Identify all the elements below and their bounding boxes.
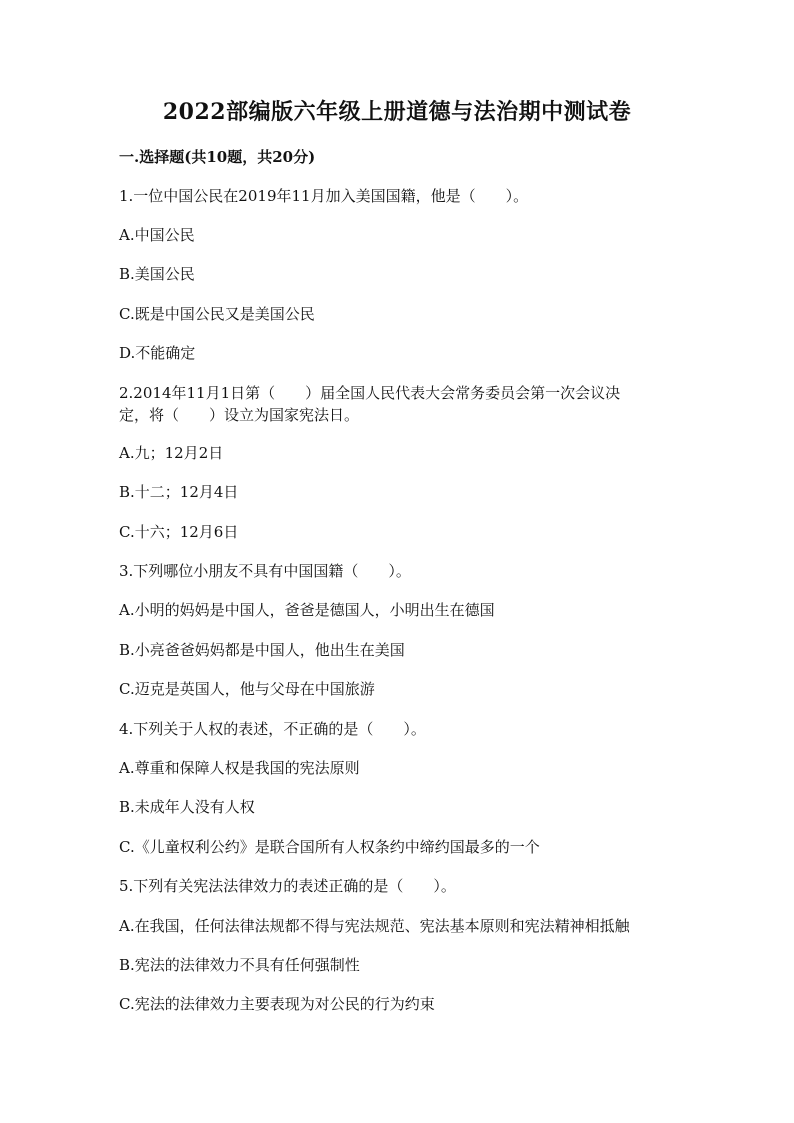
question-3-option-b: B.小亮爸爸妈妈都是中国人，他出生在美国 [119, 641, 405, 659]
question-5-option-b: B.宪法的法律效力不具有任何强制性 [119, 956, 360, 974]
question-2-option-c: C.十六；12月6日 [119, 523, 239, 541]
question-2-stem-line-2: 定，将（ ）设立为国家宪法日。 [119, 406, 360, 424]
question-2-option-b: B.十二；12月4日 [119, 483, 239, 501]
page-title: 2022部编版六年级上册道德与法治期中测试卷 [162, 99, 632, 125]
question-5-stem: 5.下列有关宪法法律效力的表述正确的是（ ）。 [119, 877, 456, 895]
question-4-option-b: B.未成年人没有人权 [119, 798, 255, 816]
section-heading: 一.选择题(共10题，共20分) [119, 148, 316, 166]
question-4-stem: 4.下列关于人权的表述，不正确的是（ ）。 [119, 720, 426, 738]
question-3-option-c: C.迈克是英国人，他与父母在中国旅游 [119, 680, 375, 698]
question-2-stem-line-1: 2.2014年11月1日第（ ）届全国人民代表大会常务委员会第一次会议决 [119, 384, 621, 402]
question-4-option-c: C.《儿童权利公约》是联合国所有人权条约中缔约国最多的一个 [119, 838, 540, 856]
question-1-option-d: D.不能确定 [119, 344, 196, 362]
question-1-option-b: B.美国公民 [119, 265, 195, 283]
question-1-stem: 1.一位中国公民在2019年11月加入美国国籍，他是（ ）。 [119, 187, 529, 205]
question-1-option-a: A.中国公民 [119, 226, 195, 244]
question-4-option-a: A.尊重和保障人权是我国的宪法原则 [119, 759, 360, 777]
question-5-option-a: A.在我国，任何法律法规都不得与宪法规范、宪法基本原则和宪法精神相抵触 [119, 917, 630, 935]
question-3-option-a: A.小明的妈妈是中国人，爸爸是德国人，小明出生在德国 [119, 601, 495, 619]
question-3-stem: 3.下列哪位小朋友不具有中国国籍（ ）。 [119, 562, 411, 580]
question-5-option-c: C.宪法的法律效力主要表现为对公民的行为约束 [119, 995, 435, 1013]
question-1-option-c: C.既是中国公民又是美国公民 [119, 305, 315, 323]
question-2-option-a: A.九；12月2日 [119, 444, 224, 462]
